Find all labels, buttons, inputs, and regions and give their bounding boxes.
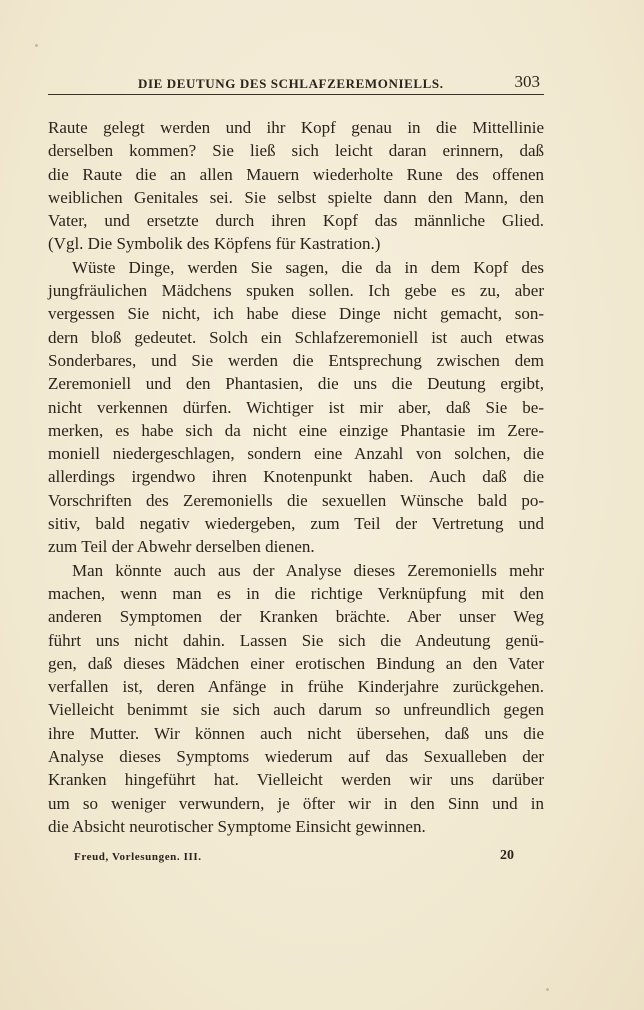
text-line: gen, daß dieses Mädchen einer erotischen Bindung an den Vater: [48, 653, 544, 673]
page-number: 303: [514, 72, 540, 91]
text-line: Vielleicht benimmt sie sich auch darum so unfreundlich gegen: [48, 700, 544, 720]
text-line: weiblichen Genitales sei. Sie selbst spielte dann den Mann, den: [48, 187, 544, 207]
paper-speck: [546, 988, 549, 991]
text-line: Man könnte auch aus der Analyse dieses Zeremoniells mehr: [72, 560, 544, 580]
text-line: die Absicht neurotischer Symptome Einsicht gewinnen.: [48, 816, 426, 836]
paper-speck: [35, 44, 38, 47]
signature-mark: 20: [500, 848, 514, 863]
running-head: DIE DEUTUNG DES SCHLAFZEREMONIELLS.: [138, 76, 444, 91]
page-footer: [74, 848, 514, 869]
text-line: um so weniger verwundern, je öfter wir in den Sinn und in: [48, 793, 544, 813]
text-line: führt uns nicht dahin. Lassen Sie sich die Andeutung genü-: [48, 630, 544, 650]
text-line: anderen Symptomen der Kranken brächte. Aber unser Weg: [48, 607, 544, 627]
text-line: jungfräulichen Mädchens spuken sollen. Ich gebe es zu, aber: [48, 281, 544, 301]
text-line: zum Teil der Abwehr derselben dienen.: [48, 537, 315, 557]
text-line: moniell niedergeschlagen, sondern eine Anzahl von solchen, die: [48, 444, 544, 464]
text-line: Kranken hingeführt hat. Vielleicht werden wir uns darüber: [48, 770, 544, 790]
text-line: Raute gelegt werden und ihr Kopf genau in die Mittellinie: [48, 118, 544, 137]
body-text: [48, 116, 544, 838]
text-line: ihre Mutter. Wir können auch nicht übersehen, daß uns die: [48, 723, 544, 743]
text-line: Analyse dieses Symptoms wiederum auf das Sexualleben der: [48, 747, 544, 767]
text-line: (Vgl. Die Symbolik des Köpfens für Kastration.): [48, 234, 381, 254]
text-line: Vater, und ersetzte durch ihren Kopf das männliche Glied.: [48, 211, 544, 231]
text-line: Zeremoniell und den Phantasien, die uns die Deutung ergibt,: [48, 374, 544, 394]
text-line: merken, es habe sich da nicht eine einzige Phantasie im Zere-: [48, 420, 544, 440]
text-line: die Raute die an allen Mauern wiederholte Rune des offenen: [48, 164, 544, 184]
text-line: machen, wenn man es in die richtige Verknüpfung mit den: [48, 583, 544, 603]
text-line: sitiv, bald negativ wiedergeben, zum Teil der Vertretung und: [48, 514, 544, 534]
footer-source: Freud, Vorlesungen. III.: [74, 851, 202, 863]
text-line: vergessen Sie nicht, ich habe diese Dinge nicht gemacht, son-: [48, 304, 544, 324]
text-line: allerdings irgendwo ihren Knotenpunkt haben. Auch daß die: [48, 467, 544, 487]
text-line: Vorschriften des Zeremoniells die sexuellen Wünsche bald po-: [48, 490, 544, 510]
text-line: Sonderbares, und Sie werden die Entsprechung zwischen dem: [48, 350, 544, 370]
text-line: Wüste Dinge, werden Sie sagen, die da in dem Kopf des: [72, 257, 544, 277]
page-header: [48, 72, 544, 95]
text-line: nicht verkennen dürfen. Wichtiger ist mir aber, daß Sie be-: [48, 397, 544, 417]
text-line: verfallen ist, deren Anfänge in frühe Kinderjahre zurückgehen.: [48, 677, 544, 697]
text-line: derselben kommen? Sie ließ sich leicht daran erinnern, daß: [48, 141, 544, 161]
text-line: dern bloß gedeutet. Solch ein Schlafzeremoniell ist auch etwas: [48, 327, 544, 347]
